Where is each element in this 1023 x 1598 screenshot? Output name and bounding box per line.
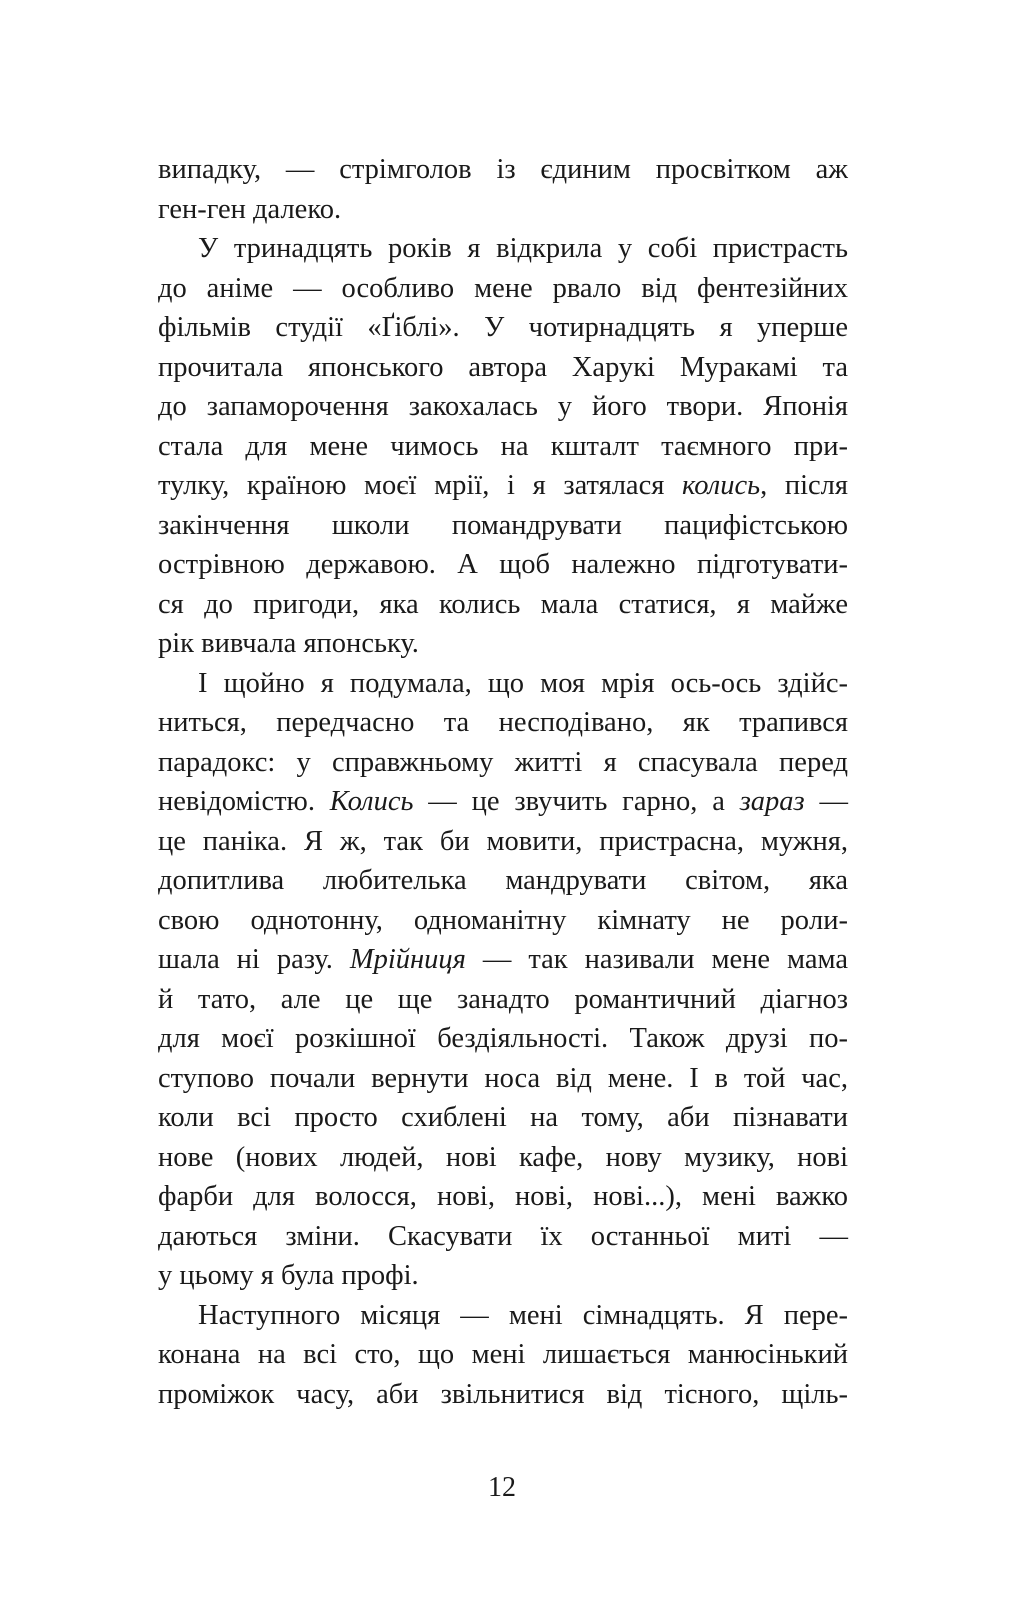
text-line xyxy=(158,348,848,388)
text-line xyxy=(158,624,848,664)
text-segment: парадокс: у справжньому житті я спасувала перед xyxy=(158,746,848,778)
text-segment: У тринадцять років я відкрила у собі пристрасть xyxy=(198,233,848,264)
text-segment: невідомістю. xyxy=(158,786,330,817)
text-segment: фільмів студії «Ґіблі». У чотирнадцять я уперше xyxy=(158,312,848,343)
text-line xyxy=(158,822,848,862)
text-segment: у цьому я була профі. xyxy=(158,1260,419,1291)
text-segment: конана на всі сто, що мені лишається манюсінький xyxy=(158,1339,848,1370)
text-segment: тулку, країною моєї мрії, і я затялася xyxy=(158,470,682,501)
text-segment: , після xyxy=(760,470,849,501)
text-line xyxy=(158,427,848,467)
text-segment: допитлива любителька мандрувати світом, яка xyxy=(158,865,848,896)
text-line xyxy=(158,150,848,190)
text-segment: це паніка. Я ж, так би мовити, пристрасна, мужня, xyxy=(158,825,848,857)
text-line xyxy=(158,940,848,980)
text-line xyxy=(158,1217,848,1257)
text-segment: свою однотонну, одноманітну кімнату не poли- xyxy=(158,904,848,936)
text-segment: ген-ген далеко. xyxy=(158,193,342,225)
text-segment: ступово почали вернути носа від мене. І в той час, xyxy=(158,1062,848,1094)
text-segment: ниться, передчасно та несподівано, як трапився xyxy=(158,707,848,738)
text-line xyxy=(158,466,848,506)
text-line xyxy=(158,190,848,230)
text-line xyxy=(158,1256,848,1296)
text-segment: І щойно я подумала, що моя мрія ось-ось здійс- xyxy=(198,667,848,699)
text-segment: проміжок часу, аби звільнитися від тісного, щіль- xyxy=(158,1378,848,1410)
text-line xyxy=(158,1177,848,1217)
text-segment: ся до пригоди, яка колись мала статися, я майже xyxy=(158,588,848,620)
text-segment: даються зміни. Скасувати їх останньої миті — xyxy=(158,1220,848,1252)
text-segment: рік вивчала японську. xyxy=(158,628,419,659)
text-line xyxy=(158,743,848,783)
text-line xyxy=(158,545,848,585)
text-segment: острівною державою. А щоб належно підготувати- xyxy=(158,549,848,580)
text-segment: коли всі просто схиблені на тому, аби пізнавати xyxy=(158,1102,848,1133)
text-segment: до запаморочення закохалась у його твори. Японія xyxy=(158,391,848,422)
text-line xyxy=(158,1335,848,1375)
text-line xyxy=(158,782,848,822)
italic-text: колись xyxy=(681,470,761,501)
text-line xyxy=(158,229,848,269)
text-line xyxy=(158,664,848,704)
text-line xyxy=(158,861,848,901)
text-line xyxy=(158,308,848,348)
italic-text: зараз xyxy=(739,786,805,817)
text-segment: для моєї розкішної бездіяльності. Також друзі по- xyxy=(158,1023,848,1054)
text-line xyxy=(158,1296,848,1336)
text-segment: — так називали мене мама xyxy=(465,944,848,975)
text-line xyxy=(158,585,848,625)
text-line xyxy=(158,703,848,743)
text-segment: нове (нових людей, нові кафе, нову музику, нові xyxy=(158,1141,848,1173)
text-segment: прочитала японського автора Харукі Муракамі та xyxy=(158,351,848,383)
text-line xyxy=(158,1375,848,1415)
text-segment: Наступного місяця — мені сімнадцять. Я пере- xyxy=(198,1299,848,1331)
text-segment: — xyxy=(804,786,849,817)
text-line xyxy=(158,1059,848,1099)
text-segment: випадку, — стрімголов із єдиним просвітком аж xyxy=(158,154,848,185)
text-line xyxy=(158,901,848,941)
text-segment: до аніме — особливо мене рвало від фентезійних xyxy=(158,272,848,304)
text-line xyxy=(158,269,848,309)
italic-text: Колись xyxy=(329,786,414,817)
text-line xyxy=(158,980,848,1020)
text-segment: закінчення школи помандрувати пацифістською xyxy=(158,509,848,541)
text-segment: стала для мене чимось на кшталт таємного при- xyxy=(158,430,848,462)
text-line xyxy=(158,506,848,546)
text-segment: шала ні разу. xyxy=(158,944,350,975)
text-line xyxy=(158,387,848,427)
body-text xyxy=(158,150,848,1414)
text-segment: й тато, але це ще занадто романтичний діагноз xyxy=(158,983,848,1015)
text-segment: фарби для волосся, нові, нові, нові...), мені важко xyxy=(158,1181,848,1212)
text-line xyxy=(158,1098,848,1138)
text-line xyxy=(158,1019,848,1059)
text-segment: — це звучить гарно, а xyxy=(413,786,740,817)
italic-text: Мрійниця xyxy=(349,944,466,975)
text-line xyxy=(158,1138,848,1178)
page-number: 12 xyxy=(488,1472,516,1503)
